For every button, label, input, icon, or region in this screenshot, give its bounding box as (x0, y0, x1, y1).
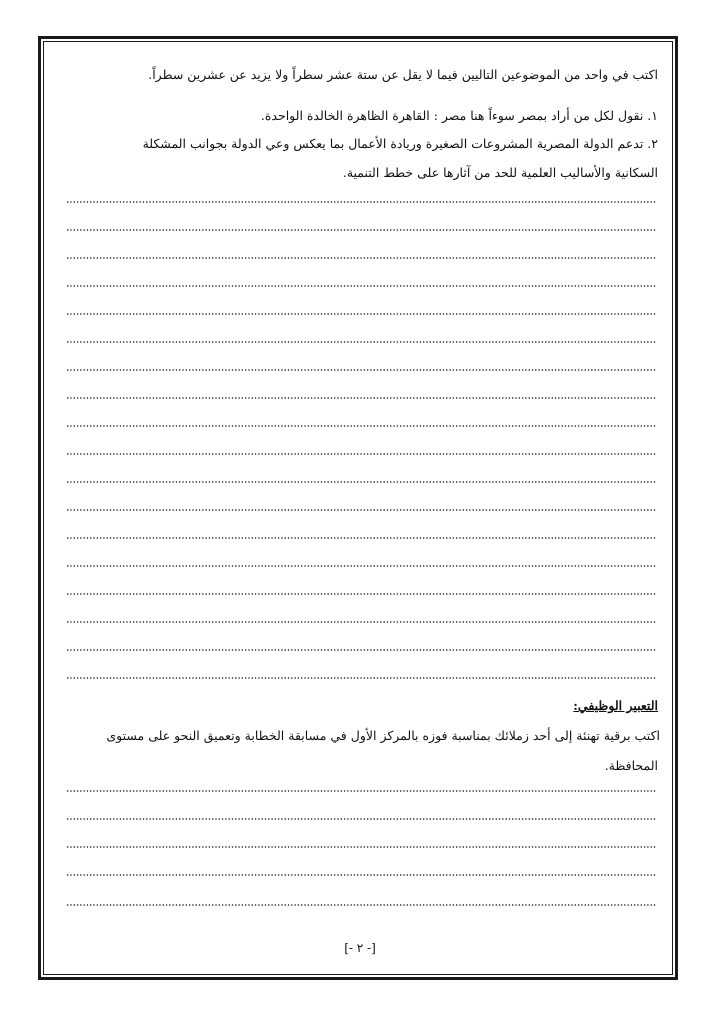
functional-task: اكتب برقية تهنئة إلى أحد زملائك بمناسبة فوزه بالمركز الأول في مسابقة الخطابة وتعميق النحو على مستوى (106, 728, 660, 743)
writing-line (66, 201, 656, 203)
writing-line (66, 649, 656, 651)
topic-2-continued: السكانية والأساليب العلمية للحد من آثارها على خطط التنمية. (342, 165, 658, 180)
writing-line (66, 677, 656, 679)
functional-heading: التعبير الوظيفي: (573, 698, 658, 713)
essay-instruction: اكتب في واحد من الموضوعين التاليين فيما لا يقل عن ستة عشر سطراً ولا يزيد عن عشرين سطراً. (148, 67, 658, 82)
writing-line (66, 285, 656, 287)
writing-line (66, 904, 656, 906)
writing-line (66, 257, 656, 259)
topic-2: ٢. تدعم الدولة المصرية المشروعات الصغيرة وريادة الأعمال بما يعكس وعي الدولة بجوانب المشكلة (142, 136, 658, 151)
writing-line (66, 481, 656, 483)
writing-line (66, 818, 656, 820)
writing-line (66, 453, 656, 455)
writing-line (66, 369, 656, 371)
writing-line (66, 593, 656, 595)
page-border-inner (43, 41, 673, 975)
writing-line (66, 846, 656, 848)
writing-line (66, 565, 656, 567)
writing-line (66, 790, 656, 792)
writing-line (66, 397, 656, 399)
writing-line (66, 313, 656, 315)
writing-line (66, 509, 656, 511)
functional-task-continued: المحافظة. (604, 758, 658, 773)
writing-line (66, 341, 656, 343)
writing-line (66, 229, 656, 231)
writing-line (66, 537, 656, 539)
page-number: [- ٢ -] (344, 941, 376, 955)
topic-1: ١. نقول لكل من أراد بمصر سوءاً هنا مصر : القاهرة الظاهرة الخالدة الواحدة. (260, 108, 658, 123)
writing-line (66, 425, 656, 427)
writing-line (66, 874, 656, 876)
writing-line (66, 621, 656, 623)
